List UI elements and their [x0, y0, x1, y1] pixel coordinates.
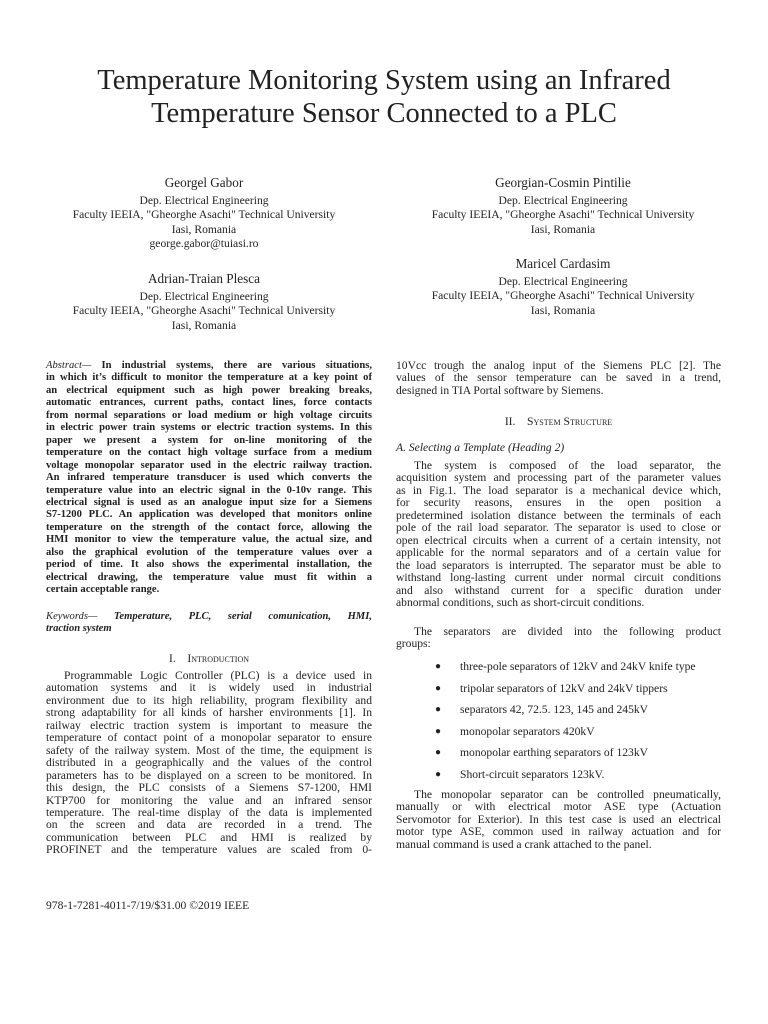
- author-block-3: [46, 271, 362, 333]
- introduction-paragraph: [46, 670, 372, 857]
- paragraph-line: environment due to its high reliability, program flexibility and: [46, 693, 372, 707]
- author-department: Dep. Electrical Engineering: [139, 194, 269, 207]
- author-city: Iasi, Romania: [530, 222, 596, 236]
- subsection-heading: A. Selecting a Template (Heading 2): [396, 441, 565, 454]
- paragraph-line: open electrical circuits when a current of a certain intensity, not: [396, 533, 721, 547]
- abstract-line: certain acceptable range.: [46, 584, 160, 596]
- author-block-4: [405, 256, 721, 318]
- paragraph-line: The monopolar separator can be controlled pneumatically,: [414, 788, 721, 801]
- paragraph-line: predetermined isolation distance between the terminals of each: [396, 508, 721, 522]
- separator-groups-list: [396, 656, 721, 785]
- paragraph-line: The separators are divided into the following product: [414, 625, 721, 638]
- list-item: ● monopolar separators 420kV: [396, 721, 721, 743]
- paragraph-line: temperature of contact point of a monopolar separator to ensure: [46, 731, 372, 745]
- paragraph-line: parameters has to be displayed on a screen to be monitored. In: [46, 768, 372, 782]
- paragraph-line: communication between PLC and HMI is realized by: [46, 830, 372, 844]
- paragraph-line: strong adaptability for all kinds of harsher environments [1]. In: [46, 706, 372, 720]
- paragraph-line: automation systems and it is widely used in industrial: [46, 681, 372, 695]
- author-block-1: [46, 175, 362, 251]
- abstract-line: period of time. It also shows the experimental installation, the: [46, 559, 372, 571]
- paragraph-line: manual command is used a crank attached to the panel.: [396, 837, 652, 851]
- abstract-line: temperature value into an electric signal in the 0-10v range. This: [46, 484, 372, 496]
- paragraph-line: and also withstand current for a specific duration under: [396, 583, 721, 597]
- author-city: Iasi, Romania: [530, 303, 596, 317]
- abstract-line: in which it’s difficult to monitor the temperature at a key point of: [46, 372, 372, 384]
- paragraph-line: PROFINET and the temperature values are scaled from 0-: [46, 843, 372, 857]
- paragraph-line: KTP700 for monitoring the value and an infrared sensor: [46, 793, 372, 807]
- copyright-footer: 978-1-7281-4011-7/19/$31.00 ©2019 IEEE: [46, 899, 250, 912]
- abstract-line: temperature on the strength of the contact force, allowing the: [46, 521, 372, 533]
- paragraph-line: motor type ASE, common used in railway actuation and for: [396, 825, 721, 839]
- system-paragraph-2: [396, 626, 721, 651]
- bullet-icon: ●: [435, 747, 442, 758]
- abstract-line: paper we present a system for on-line monitoring of the: [46, 434, 372, 446]
- system-paragraph-3: [396, 789, 721, 851]
- bullet-icon: ●: [435, 661, 442, 672]
- paragraph-line: on the screen and data are recorded in a trend. The: [46, 818, 372, 832]
- paragraph-line: 10Vcc trough the analog input of the Siemens PLC [2]. The: [396, 359, 721, 372]
- abstract-line: an electrical equipment such as high power breaking breaks,: [46, 384, 372, 396]
- author-name: Georgel Gabor: [164, 175, 244, 190]
- keywords-line: Keywords— Temperature, PLC, serial comunication, HMI,: [46, 611, 373, 622]
- keywords-lead: Keywords—: [46, 611, 98, 622]
- paragraph-line: as in Fig.1. The load separator is a mechanical device which,: [396, 483, 721, 497]
- author-email: george.gabor@tuiasi.ro: [149, 236, 259, 250]
- abstract-line: from normal separations or load medium or high voltage circuits: [46, 409, 372, 421]
- author-name: Georgian-Cosmin Pintilie: [495, 175, 631, 190]
- paragraph-line: pole of the rail load separator. The separator is used to close or: [396, 521, 721, 535]
- paragraph-line: manually or with electrical motor ASE type (Actuation: [396, 800, 721, 814]
- paragraph-line: values of the sensor temperature can be saved in a trend,: [396, 371, 721, 385]
- list-item: ● three-pole separators of 12kV and 24kV knife type: [396, 656, 721, 678]
- abstract-line: also the graphical evolution of the temperature values over a: [46, 546, 372, 558]
- bullet-icon: ●: [435, 682, 442, 694]
- paragraph-line: groups:: [396, 637, 431, 651]
- paragraph-line: temperature. The real-time display of the data is implemented: [46, 805, 372, 819]
- abstract-line: Abstract— In industrial systems, there are various situations,: [46, 360, 372, 371]
- paper-title: [0, 64, 768, 130]
- author-city: Iasi, Romania: [171, 222, 237, 236]
- paragraph-line: designed in TIA Portal software by Siemens.: [396, 383, 604, 397]
- author-city: Iasi, Romania: [171, 318, 237, 332]
- list-item: ● monopolar earthing separators of 123kV: [396, 742, 721, 764]
- paragraph-line: withstand long-lasting current under normal circuit conditions: [396, 571, 721, 585]
- abstract-line: electrical signal is used as an analogue input size for a Siemens: [46, 496, 372, 508]
- abstract-lead: Abstract—: [46, 360, 92, 371]
- paragraph-line: Programmable Logic Controller (PLC) is a device used in: [64, 669, 372, 682]
- paragraph-line: this design, the PLC consists of a Siemens S7-1200, HMI: [46, 781, 372, 795]
- abstract-line: HMI monitor to view the temperature value, the actual size, and: [46, 534, 372, 546]
- abstract-line: temperature on the contact high voltage surface from a medium: [46, 447, 372, 459]
- paragraph-line: railway electric traction system is important to measure the: [46, 718, 372, 732]
- paragraph-line: applicable for the normal separators and of a certain value for: [396, 546, 721, 560]
- paragraph-line: acquisition system and processing part of the parameter values: [396, 471, 721, 485]
- bullet-icon: ●: [435, 704, 442, 715]
- author-block-2: [405, 175, 721, 237]
- abstract-line: voltage monopolar separator used in the electric railway traction.: [46, 459, 372, 471]
- author-faculty: Faculty IEEIA, "Gheorghe Asachi" Technical University: [72, 304, 336, 318]
- list-item: ● Short-circuit separators 123kV.: [396, 764, 721, 786]
- title-line-1: Temperature Monitoring System using an Infrared: [97, 65, 671, 96]
- keywords-line: traction system: [46, 623, 112, 635]
- abstract-line: in electric power train systems or electric traction systems. In this: [46, 422, 372, 434]
- abstract-line: electrical drawing, the temperature value must fit within a: [46, 571, 372, 583]
- paragraph-line: the load separators is interrupted. The separator must be able to: [396, 558, 721, 572]
- author-faculty: Faculty IEEIA, "Gheorghe Asachi" Technical University: [72, 208, 336, 222]
- author-faculty: Faculty IEEIA, "Gheorghe Asachi" Technical University: [431, 289, 695, 303]
- author-department: Dep. Electrical Engineering: [498, 275, 628, 288]
- paragraph-line: The system is composed of the load separator, the: [414, 459, 721, 472]
- list-item: ● tripolar separators of 12kV and 24kV tippers: [396, 678, 721, 700]
- bullet-icon: ●: [435, 768, 442, 780]
- bullet-icon: ●: [435, 725, 442, 737]
- keywords: [46, 611, 372, 636]
- abstract-line: An infrared temperature transducer is used which converts the: [46, 472, 372, 484]
- paragraph-line: Servomotor for Exterior). In this test case is used an electrical: [396, 812, 721, 826]
- paragraph-line: for security reasons, ensures in the open position a: [396, 496, 721, 510]
- system-paragraph-1: [396, 460, 721, 609]
- author-name: Maricel Cardasim: [515, 256, 611, 271]
- paragraph-line: distributed in a geographically and the values of the control: [46, 756, 372, 770]
- title-line-2: Temperature Sensor Connected to a PLC: [151, 98, 617, 129]
- section-heading-introduction: I. Introduction: [169, 652, 249, 665]
- author-department: Dep. Electrical Engineering: [498, 194, 628, 207]
- abstract: [46, 360, 372, 597]
- paragraph-line: safety of the railway system. Most of the time, the equipment is: [46, 743, 372, 757]
- list-item: ● separators 42, 72.5. 123, 145 and 245kV: [396, 699, 721, 721]
- author-faculty: Faculty IEEIA, "Gheorghe Asachi" Technical University: [431, 208, 695, 222]
- section-heading-system-structure: II. System Structure: [504, 415, 613, 428]
- abstract-line: S7-1200 PLC. An application was developed that monitors online: [46, 509, 372, 521]
- author-name: Adrian-Traian Plesca: [148, 271, 260, 286]
- abstract-line: automatic entrances, current paths, contact lines, force contacts: [46, 397, 372, 409]
- author-department: Dep. Electrical Engineering: [139, 290, 269, 303]
- introduction-continuation: [396, 360, 721, 397]
- paragraph-line: abnormal conditions, such as short-circuit conditions.: [396, 595, 645, 609]
